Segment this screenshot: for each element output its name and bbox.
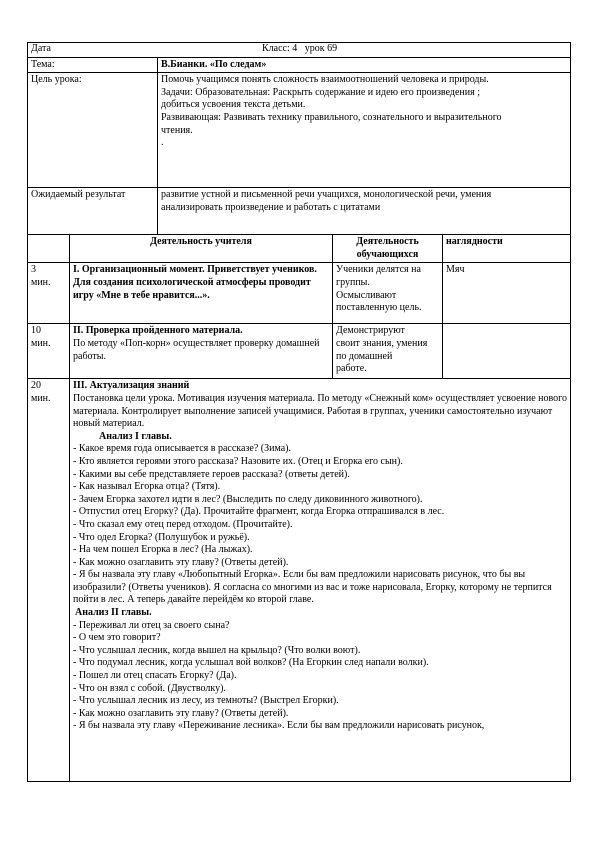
lesson-plan: [27, 42, 570, 782]
students-header: Деятельность обучающихся: [333, 235, 443, 263]
question-line: - Как можно озаглавить эту главу? (Ответы детей).: [73, 707, 289, 719]
question-line: - О чем это говорит?: [73, 632, 161, 644]
class-label: Класс: 4 урок 69: [262, 43, 338, 54]
goal-line: Помочь учащимся понять сложность взаимоотношений человека и природы.: [161, 74, 489, 86]
time-header: [28, 235, 70, 263]
teacher-header: Деятельность учителя: [70, 235, 333, 263]
question-line: - Как называл Егорка отца? (Тятя).: [73, 481, 221, 493]
result-line: анализировать произведение и работать с цитатами: [161, 201, 381, 213]
goal-line: чтения.: [161, 124, 193, 136]
stage-title: I. Организационный момент. Приветствует учеников. Для создания психологической атмосферы проводит игру «Мне в тебе нравится...».: [70, 263, 333, 324]
stage-students: Демонстрируют своит знания, умения по домашней работе.: [333, 324, 443, 379]
result-label: Ожидаемый результат: [28, 188, 158, 235]
stage-row: [28, 379, 571, 782]
goal-text: [158, 73, 571, 188]
question-line: - Зачем Егорка захотел идти в лес? (Выследить по следу диковинного животного).: [73, 493, 423, 505]
stage-title: II. Проверка пройденного материала.: [73, 325, 243, 337]
visual-header: наглядности: [443, 235, 571, 263]
question-line: - Как можно озаглавить эту главу? (Ответы детей).: [73, 556, 289, 568]
question-line: - Какими вы себе представляете героев рассказа? (ответы детей).: [73, 468, 350, 480]
chapter-title: Анализ II главы.: [75, 607, 152, 619]
question-line: - На чем пошел Егорка в лес? (На лыжах).: [73, 544, 253, 556]
result-text: [158, 188, 571, 235]
stage-title: III. Актуализация знаний: [73, 380, 190, 392]
result-row: [28, 188, 571, 235]
stage-visual: [443, 324, 571, 379]
question-line: - Что услышал лесник из лесу, из темноты? (Выстрел Егорки).: [73, 695, 339, 707]
question-line: - Я бы назвала эту главу «Любопытный Егорка». Если бы вам предложили нарисовать рисунок, что бы вы изобразили? (Ответы учеников). Я согласна со многими из вас и тоже нарисовала, Егорку, которому не терпится пойти в лес. А теперь давайте перейдём ко второй главе.: [73, 569, 552, 606]
stage-visual: Мяч: [443, 263, 571, 324]
topic-row: [28, 57, 571, 73]
question-line: - Что сказал ему отец перед отходом. (Прочитайте).: [73, 518, 293, 530]
stage-time: 20 мин.: [28, 379, 70, 782]
stage-time: 10 мин.: [28, 324, 70, 379]
question-line: - Кто является героями этого рассказа? Назовите их. (Отец и Егорка его сын).: [73, 455, 403, 467]
chapter-title: Анализ I главы.: [99, 430, 172, 442]
column-header-row: [28, 235, 571, 263]
stage-body: [70, 379, 571, 782]
stage-time: 3 мин.: [28, 263, 70, 324]
question-line: - Что подумал лесник, когда услышал вой волков? (На Егоркин след напали волки).: [73, 657, 429, 669]
goal-line: добиться усвоения текста детьми.: [161, 99, 306, 111]
stage-text: По методу «Поп-корн» осуществляет проверку домашней работы.: [73, 337, 320, 362]
question-line: - Какое время года описывается в рассказе? (Зима).: [73, 443, 291, 455]
goal-label: Цель урока:: [28, 73, 158, 188]
stage-body: [70, 324, 333, 379]
question-line: - Что одел Егорка? (Полушубок и ружьё).: [73, 531, 250, 543]
goal-line: Задачи: Образовательная: Раскрыть содержание и идею его произведения ;: [161, 86, 481, 98]
stage-row: [28, 324, 571, 379]
question-line: - Переживал ли отец за своего сына?: [73, 619, 230, 631]
topic-value: В.Бианки. «По следам»: [158, 57, 571, 73]
goal-line: Развивающая: Развивать технику правильного, сознательного и выразительного: [161, 111, 502, 123]
date-row: [28, 43, 571, 58]
topic-label: Тема:: [28, 57, 158, 73]
stage-intro: Постановка цели урока. Мотивация изучения материала. По методу «Снежный ком» осуществляет усвоение нового материала. Контролирует выполнение записей учащимися. Работая в группах, ученики самостоятельно изучают новый материал.: [73, 392, 568, 430]
stage-students: Ученики делятся на группы. Осмысливают поставленную цель.: [333, 263, 443, 324]
goal-line: .: [161, 137, 164, 149]
result-line: развитие устной и письменной речи учащихся, монологической речи, умения: [161, 189, 492, 201]
date-label: Дата: [31, 43, 51, 54]
question-line: - Что услышал лесник, когда вышел на крыльцо? (Что волки воют).: [73, 644, 361, 656]
question-line: - Пошел ли отец спасать Егорку? (Да).: [73, 670, 237, 682]
question-line: - Я бы назвала эту главу «Переживание лесника». Если бы вам предложили нарисовать рисунок,: [73, 720, 485, 732]
lesson-plan-table: [27, 42, 571, 782]
question-line: - Отпустил отец Егорку? (Да). Прочитайте фрагмент, когда Егорка отпрашивался в лес.: [73, 506, 445, 518]
stage-row: [28, 263, 571, 324]
question-line: - Что он взял с собой. (Двустволку).: [73, 682, 226, 694]
goal-row: [28, 73, 571, 188]
